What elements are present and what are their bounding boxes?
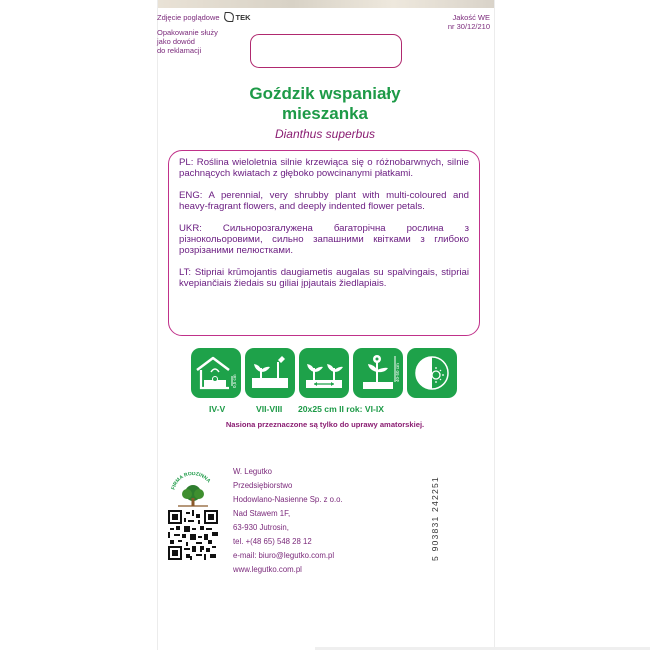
company-phone: tel. +(48 65) 548 28 12 (233, 537, 312, 546)
product-title (157, 84, 493, 124)
tek-label: TEK (235, 12, 251, 22)
spacing-icon (299, 348, 349, 398)
description-en: ENG: A perennial, very shrubby plant with multi-coloured and heavy-fragrant flowers, and deeply indented flower petals. (179, 189, 469, 213)
package-note-line: do reklamacji (157, 46, 202, 55)
sun-icon (407, 348, 457, 398)
qr-code (168, 510, 218, 560)
transplant-icon (245, 348, 295, 398)
sowing-depth-icon (191, 348, 241, 398)
family-company-logo (168, 472, 218, 512)
company-name: W. Legutko (233, 467, 273, 476)
package-note-line: Opakowanie służy (157, 28, 218, 37)
planting-period: VII-VIII (256, 404, 283, 414)
package-note-line: jako dowód (157, 37, 195, 46)
depth-text: 0,5 cm (232, 374, 237, 388)
quality-note (400, 13, 490, 31)
plant-height-icon (353, 348, 403, 398)
description-lt: LT: Stipriai krūmojantis daugiametis augalas su spalvingais, stipriai kvepiančiais žiedais su giliai įpjautais žiedlapiais. (179, 266, 469, 290)
flower-photo-strip (158, 0, 494, 8)
company-line: Przedsiębiorstwo (233, 481, 293, 490)
company-address (233, 465, 403, 577)
spacing-flowering: 20x25 cm II rok: VI-IX (298, 404, 384, 414)
date-stamp-box (250, 34, 402, 68)
company-street: Nad Stawem 1F, (233, 509, 291, 518)
leaf-icon (223, 12, 235, 22)
cultivation-icons (191, 348, 461, 400)
icon-labels (157, 404, 493, 416)
title-line: Goździk wspaniały (249, 84, 401, 103)
description-pl: PL: Roślina wieloletnia silnie krzewiąca się o różnobarwnych, silnie pachnących kwiatach z głęboko powcinanymi płatkami. (179, 157, 469, 180)
title-line: mieszanka (282, 104, 368, 123)
height-text: 40-50 cm (395, 363, 400, 382)
amateur-notice: Nasiona przeznaczone są tylko do uprawy amatorskiej. (225, 420, 425, 429)
company-line: Hodowlano-Nasienne Sp. z o.o. (233, 495, 343, 504)
description-ukr: UKR: Сильнорозгалужена багаторічна рослина з різнокольоровими, сильно запашними квітками з глибоко розрізаними пелюстками. (179, 222, 469, 257)
company-email: e-mail: biuro@legutko.com.pl (233, 551, 335, 560)
company-website: www.legutko.com.pl (233, 565, 302, 574)
tek-badge (224, 12, 251, 22)
quality-line: nr 30/12/210 (447, 22, 490, 31)
preview-label: Zdjęcie poglądowe (157, 12, 220, 22)
logo-text: FIRMA RODZINNA (170, 472, 212, 491)
description-box (168, 150, 480, 336)
barcode-number: 5 903831 242251 (430, 476, 440, 562)
latin-name: Dianthus superbus (274, 127, 376, 141)
company-city: 63-930 Jutrosin, (233, 523, 289, 532)
quality-line: Jakość WE (452, 13, 490, 22)
sowing-period: IV-V (209, 404, 226, 414)
